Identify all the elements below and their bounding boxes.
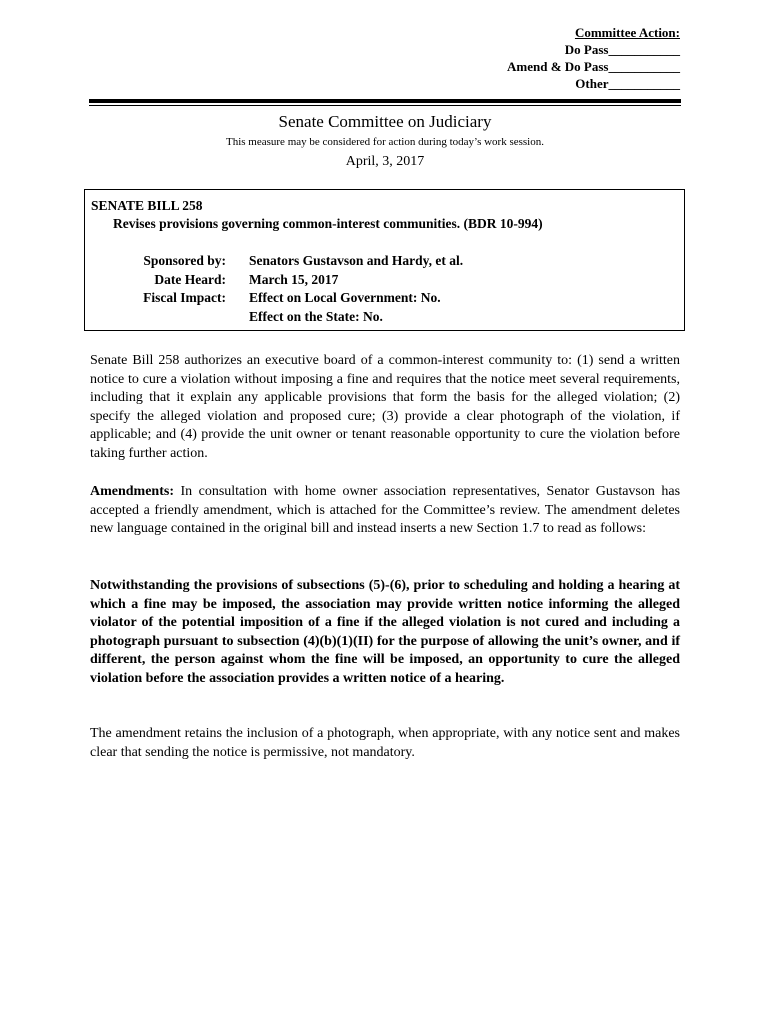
work-session-notice: This measure may be considered for action during today’s work session.	[225, 136, 544, 148]
bill-meta-value: Senators Gustavson and Hardy, et al.	[249, 253, 464, 268]
bill-meta-row	[85, 309, 684, 328]
bill-number: SENATE BILL 258	[91, 198, 203, 213]
bill-meta-value: Effect on the State: No.	[249, 308, 383, 324]
bill-meta-label: Date Heard:	[154, 271, 226, 287]
header-divider-thick	[89, 99, 681, 103]
bill-meta-row	[85, 253, 684, 272]
amendments-text: In consultation with home owner association representatives, Senator Gustavson has accepted a friendly amendment, which is attached for the Committee’s review. The amendment deletes new language contained in the original bill and instead inserts a new Section 1.7 to read as follows:	[90, 484, 681, 537]
bill-meta-value: March 15, 2017	[249, 271, 339, 287]
committee-action-row	[507, 58, 680, 75]
bill-meta-label: Sponsored by:	[143, 253, 226, 268]
committee-action-row	[507, 75, 680, 92]
committee-action-title: Committee Action:	[574, 25, 680, 40]
committee-action-row	[507, 41, 680, 58]
bill-meta-list	[85, 253, 684, 327]
bill-summary-paragraph: Senate Bill 258 authorizes an executive board of a common-interest community to: (1) send a written notice to cure a violation without imposing a fine and requires that the notice meet several requirements, including that it explain any applicable provisions that form the basis for the alleged violation; (2) specify the alleged violation and proposed cure; (3) provide a clear photograph of the violation, if applicable; and (4) provide the unit owner or tenant reasonable opportunity to cure the violation before taking further action.	[90, 353, 680, 461]
committee-action-label: Amend & Do Pass	[507, 59, 609, 74]
committee-action-block	[507, 24, 680, 92]
bill-meta-row	[85, 290, 684, 309]
bill-meta-value: Effect on Local Government: No.	[249, 290, 441, 305]
header-divider-thin	[89, 105, 681, 106]
amendments-paragraph	[90, 483, 680, 539]
bill-summary-box	[84, 189, 685, 331]
committee-action-label: Other	[575, 76, 609, 91]
bill-meta-label: Fiscal Impact:	[143, 290, 226, 305]
amendments-label: Amendments:	[90, 484, 174, 499]
session-date: April, 3, 2017	[345, 154, 425, 169]
bill-meta-row	[85, 272, 684, 291]
bill-description: Revises provisions governing common-interest communities. (BDR 10-994)	[113, 216, 543, 231]
committee-action-blank: ___________	[608, 42, 680, 57]
committee-action-blank: ___________	[608, 76, 680, 91]
committee-name: Senate Committee on Judiciary	[278, 112, 492, 131]
closing-paragraph: The amendment retains the inclusion of a photograph, when appropriate, with any notice sent and makes clear that sending the notice is permissive, not mandatory.	[90, 726, 680, 760]
new-section-text: Notwithstanding the provisions of subsections (5)-(6), prior to scheduling and holding a hearing at which a fine may be imposed, the association may provide written notice informing the alleged violator of the potential imposition of a fine if the alleged violation is not cured and including a photograph pursuant to subsection (4)(b)(1)(II) for the purpose of allowing the unit’s owner, and if different, the person against whom the fine will be imposed, an opportunity to cure the alleged violation before the association provides a written notice of a hearing.	[90, 578, 680, 686]
committee-action-label: Do Pass	[564, 42, 609, 57]
committee-action-blank: ___________	[608, 59, 680, 74]
